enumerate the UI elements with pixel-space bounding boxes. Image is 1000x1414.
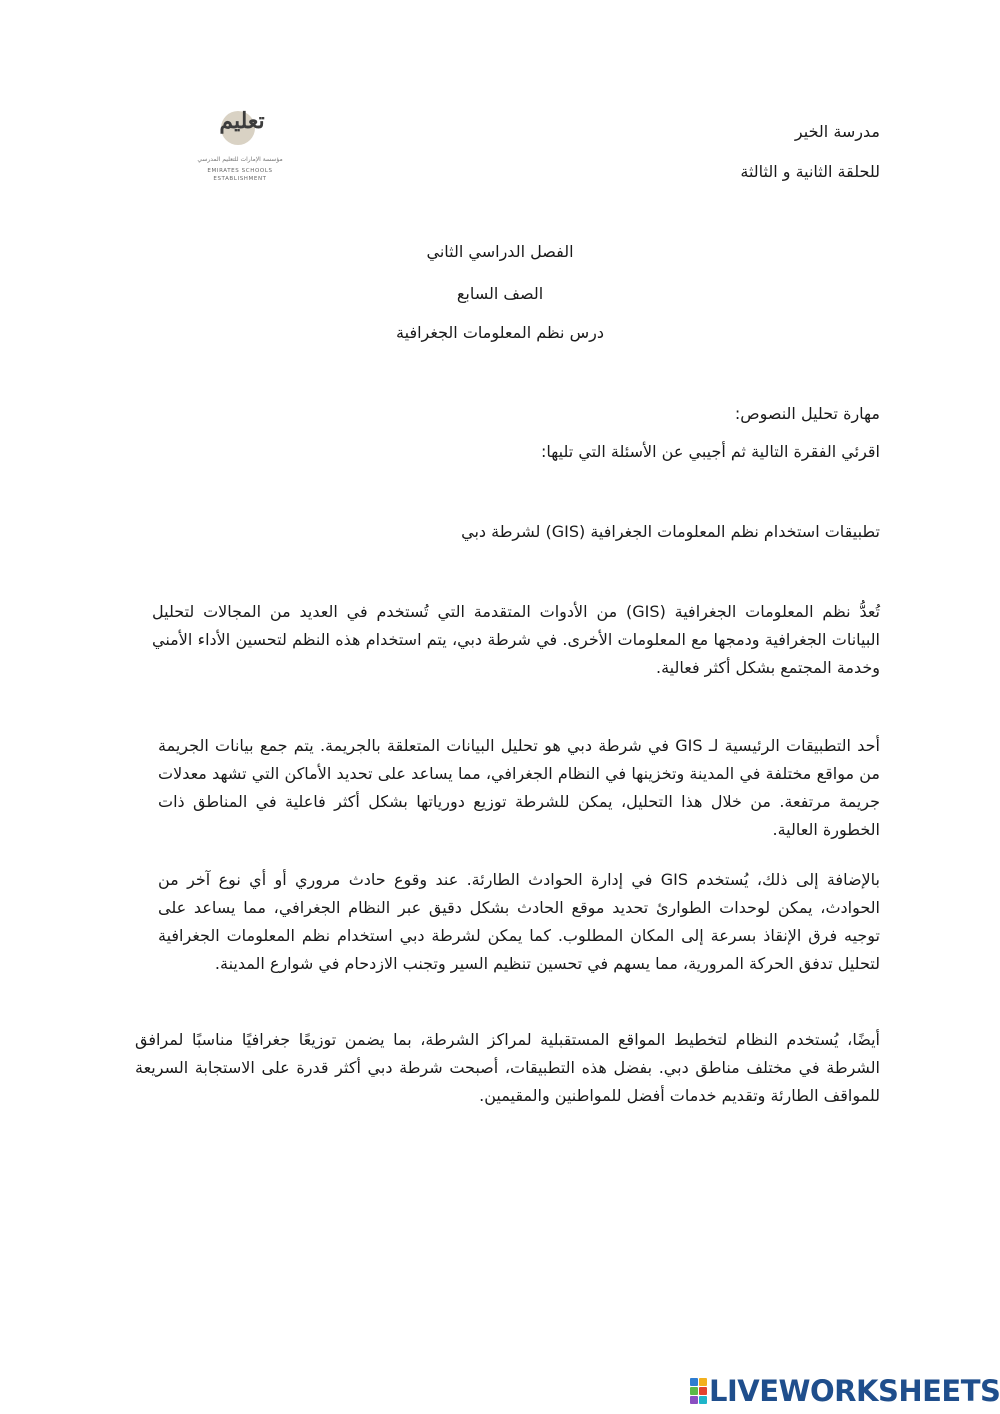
- school-cycle: للحلقة الثانية و الثالثة: [740, 162, 880, 181]
- school-name: مدرسة الخير: [794, 122, 880, 141]
- liveworksheets-brand: [690, 1374, 1000, 1408]
- article-paragraph-1: تُعدُّ نظم المعلومات الجغرافية (GIS) من الأدوات المتقدمة التي تُستخدم في العديد من المجالات لتحليل البيانات الجغرافية ودمجها مع المعلومات الأخرى. في شرطة دبي، يتم استخدام هذه النظم لتحسين الأداء الأمني وخدمة المجتمع بشكل أكثر فعالية.: [152, 602, 881, 677]
- liveworksheets-wordmark: LIVEWORKSHEETS: [709, 1374, 1000, 1408]
- article-title: تطبيقات استخدام نظم المعلومات الجغرافية (GIS) لشرطة دبي: [461, 522, 880, 541]
- institution-logo: [160, 100, 300, 195]
- lesson-title: درس نظم المعلومات الجغرافية: [396, 323, 604, 342]
- semester-title: الفصل الدراسي الثاني: [426, 242, 574, 261]
- article-paragraph-3: بالإضافة إلى ذلك، يُستخدم GIS في إدارة الحوادث الطارئة. عند وقوع حادث مروري أو أي نوع آخر من الحوادث، يمكن لوحدات الطوارئ تحديد موقع الحادث بشكل دقيق عبر النظام الجغرافي، مما يساعد على توجيه فرق الإنقاذ بسرعة إلى المكان المطلوب. كما يمكن لشرطة دبي استخدام نظم المعلومات الجغرافية لتحليل تدفق الحركة المرورية، مما يسهم في تحسين تنظيم السير وتجنب الازدحام في شوارع المدينة.: [158, 870, 880, 973]
- liveworksheets-logo-icon: [690, 1378, 706, 1404]
- article-paragraph-2: أحد التطبيقات الرئيسية لـ GIS في شرطة دبي هو تحليل البيانات المتعلقة بالجريمة. يتم جمع بيانات الجريمة من مواقع مختلفة في المدينة وتخزينها في النظام الجغرافي، مما يساعد على تحديد الأماكن التي تشهد معدلات جريمة مرتفعة. من خلال هذا التحليل، يمكن للشرطة توزيع دورياتها بشكل أكثر فاعلية في المناطق ذات الخطورة العالية.: [158, 736, 880, 839]
- logo-org-name-en-2: ESTABLISHMENT: [213, 176, 267, 182]
- logo-org-name-ar: مؤسسة الإمارات للتعليم المدرسي: [197, 156, 283, 163]
- task-instruction: اقرئي الفقرة التالية ثم أجيبي عن الأسئلة التي تليها:: [541, 442, 880, 461]
- skill-heading: مهارة تحليل النصوص:: [734, 404, 880, 423]
- logo-org-name-en-1: EMIRATES SCHOOLS: [207, 168, 273, 174]
- logo-wordmark: تعليم: [219, 108, 265, 134]
- grade-title: الصف السابع: [456, 284, 544, 303]
- article-paragraph-4: أيضًا، يُستخدم النظام لتخطيط المواقع المستقبلية لمراكز الشرطة، بما يضمن توزيعًا جغرافيًا مناسبًا لمرافق الشرطة في مختلف مناطق دبي. بفضل هذه التطبيقات، أصبحت شرطة دبي أكثر قدرة على الاستجابة السريعة للمواقف الطارئة وتقديم خدمات أفضل للمواطنين والمقيمين.: [135, 1030, 880, 1105]
